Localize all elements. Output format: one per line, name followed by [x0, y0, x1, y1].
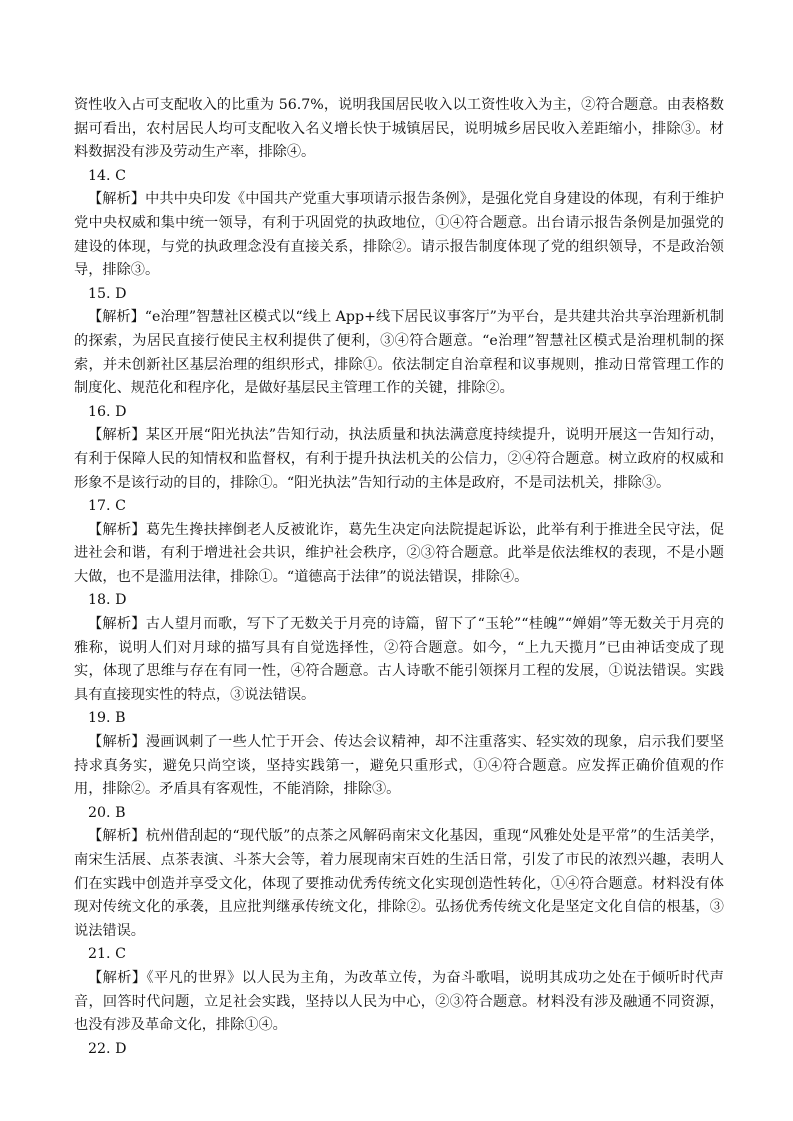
answer-18: 18. D [88, 592, 127, 609]
answer-17: 17. C [88, 498, 126, 515]
answer-14: 14. C [88, 167, 126, 184]
answer-19: 19. B [88, 710, 126, 727]
explanation-15: 【解析】“e治理”智慧社区模式以“线上 App+线下居民议事客厅”为平台，是共建共治共享治理新机制的探索，为居民直接行使民主权利提供了便利，③④符合题意。“e治理”智慧社区模式是治理机制的探索，并未创新社区基层治理的组织形式，排除①。依法制定自治章程和议事规则，推动日常管理工作的制度化、规范化和程序化，是做好基层民主管理工作的关键，排除②。 [74, 309, 724, 397]
explanation-16: 【解析】某区开展“阳光执法”告知行动，执法质量和执法满意度持续提升，说明开展这一告知行动，有利于保障人民的知情权和监督权，有利于提升执法机关的公信力，②④符合题意。树立政府的权威和形象不是该行动的目的，排除①。“阳光执法”告知行动的主体是政府，不是司法机关，排除③。 [74, 427, 724, 491]
explanation-20: 【解析】杭州借刮起的“现代版”的点茶之风解码南宋文化基因，重现“风雅处处是平常”的生活美学，南宋生活展、点茶表演、斗茶大会等，着力展现南宋百姓的生活日常，引发了市民的浓烈兴趣，表明人们在实践中创造并享受文化，体现了要推动优秀传统文化实现创造性转化，①④符合题意。材料没有体现对传统文化的承袭，且应批判继承传统文化，排除②。弘扬优秀传统文化是坚定文化自信的根基，③说法错误。 [74, 828, 724, 939]
answer-22: 22. D [88, 1040, 127, 1057]
answer-15: 15. D [88, 285, 127, 302]
explanation-18: 【解析】古人望月而歌，写下了无数关于月亮的诗篇，留下了“玉轮”“桂魄”“婵娟”等无数关于月亮的雅称，说明人们对月球的描写具有自觉选择性，②符合题意。如今，“上九天揽月”已由神话变成了现实，体现了思维与存在有同一性，④符合题意。古人诗歌不能引领探月工程的发展，①说法错误。实践具有直接现实性的特点，③说法错误。 [74, 616, 724, 703]
explanation-17: 【解析】葛先生搀扶摔倒老人反被讹诈，葛先生决定向法院提起诉讼，此举有利于推进全民守法，促进社会和谐，有利于增进社会共识，维护社会秩序，②③符合题意。此举是依法维权的表现，不是小题大做，也不是滥用法律，排除①。“道德高于法律”的说法错误，排除④。 [74, 521, 724, 585]
explanation-19: 【解析】漫画讽刺了一些人忙于开会、传达会议精神，却不注重落实、轻实效的现象，启示我们要坚持求真务实，避免只尚空谈，坚持实践第一，避免只重形式，①④符合题意。应发挥正确价值观的作用，排除②。矛盾具有客观性，不能消除，排除③。 [74, 734, 724, 798]
explanation-21: 【解析】《平凡的世界》以人民为主角，为改革立传，为奋斗歌唱，说明其成功之处在于倾听时代声音，回答时代问题，立足社会实践，坚持以人民为中心，②③符合题意。材料没有涉及融通不同资源，也没有涉及革命文化，排除①④。 [74, 969, 724, 1034]
answer-document [74, 94, 724, 1061]
answer-20: 20. B [88, 804, 126, 821]
explanation-13-tail: 资性收入占可支配收入的比重为 56.7%，说明我国居民收入以工资性收入为主，②符合题意。由表格数据可看出，农村居民人均可支配收入名义增长快于城镇居民，说明城乡居民收入差距缩小，排除③。材料数据没有涉及劳动生产率，排除④。 [74, 97, 724, 161]
answer-16: 16. D [88, 403, 127, 420]
answer-21: 21. C [88, 946, 126, 963]
explanation-14: 【解析】中共中央印发《中国共产党重大事项请示报告条例》，是强化党自身建设的体现，有利于维护党中央权威和集中统一领导，有利于巩固党的执政地位，①④符合题意。出台请示报告条例是加强党的建设的体现，与党的执政理念没有直接关系，排除②。请示报告制度体现了党的组织领导，不是政治领导，排除③。 [74, 191, 724, 279]
